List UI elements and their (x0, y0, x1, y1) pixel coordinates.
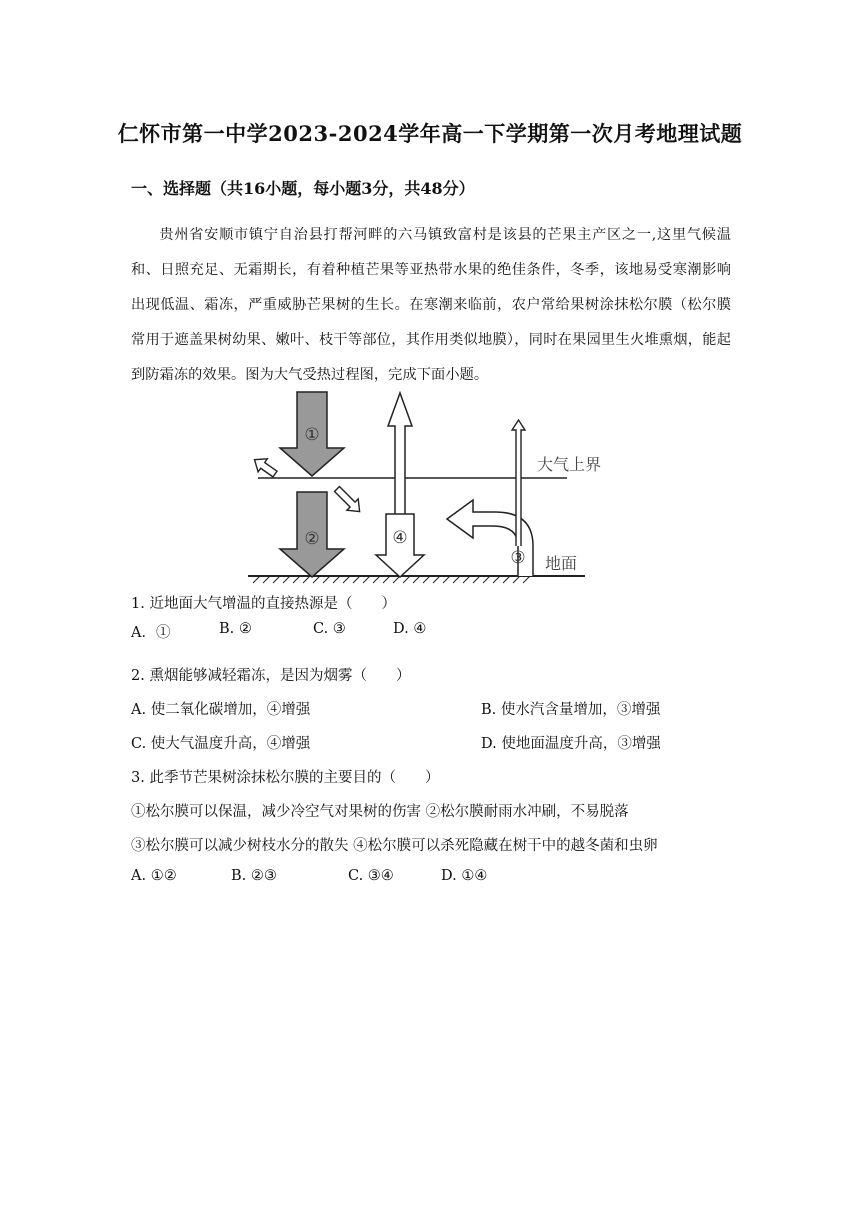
marker-2: ② (304, 529, 320, 549)
q3-option-a[interactable]: A. ①② (131, 868, 177, 884)
passage-text: 贵州省安顺市镇宁自治县打帮河畔的六马镇致富村是该县的芒果主产区之一,这里气候温和、日照充足、无霜期长，有着种植芒果等亚热带水果的绝佳条件，冬季，该地易受寒潮影响出现低温、霜冻，严重威胁芒果树的生长。在寒潮来临前，农户常给果树涂抹松尔膜（松尔膜常用于遮盖果树幼果、嫩叶、枝干等部位，其作用类似地膜），同时在果园里生火堆熏烟，能起到防霜冻的效果。图为大气受热过程图，完成下面小题。 (131, 227, 731, 383)
q3-statements-line-2: ③松尔膜可以减少树枝水分的散失 ④松尔膜可以杀死隐藏在树干中的越冬菌和虫卵 (131, 838, 658, 854)
question-2-stem: 2. 熏烟能够减轻霜冻，是因为烟雾（ ） (131, 668, 411, 684)
question-3-stem: 3. 此季节芒果树涂抹松尔膜的主要目的（ ） (131, 770, 440, 786)
q1-option-d[interactable]: D. ④ (393, 621, 427, 637)
q2-option-a[interactable]: A. 使二氧化碳增加，④增强 (131, 702, 311, 718)
ground-radiation-up-arrow (388, 393, 412, 514)
section-heading: 一、选择题（共16小题，每小题3分，共48分） (131, 179, 475, 198)
label-ground: 地面 (545, 556, 578, 573)
q2-option-c[interactable]: C. 使大气温度升高，④增强 (131, 736, 311, 752)
q2-option-d[interactable]: D. 使地面温度升高，③增强 (481, 736, 661, 752)
q2-option-b[interactable]: B. 使水汽含量增加，③增强 (481, 702, 661, 718)
page-title: 仁怀市第一中学2023-2024学年高一下学期第一次月考地理试题 (117, 121, 743, 146)
q3-statements-line-1: ①松尔膜可以保温，减少冷空气对果树的伤害 ②松尔膜耐雨水冲刷，不易脱落 (131, 804, 629, 820)
label-upper-atmosphere: 大气上界 (537, 457, 602, 474)
marker-4: ④ (392, 528, 408, 548)
q3-option-d[interactable]: D. ①④ (441, 868, 488, 884)
marker-1: ① (304, 425, 320, 445)
question-1-stem: 1. 近地面大气增温的直接热源是（ ） (131, 596, 396, 612)
q1-option-a[interactable]: A．① (131, 625, 171, 641)
scattering-arrow (331, 483, 365, 517)
ground-hatch (253, 576, 530, 583)
q1-option-b[interactable]: B. ② (219, 621, 252, 637)
reflection-arrow (250, 453, 280, 480)
q3-option-c[interactable]: C. ③④ (348, 868, 394, 884)
q1-option-c[interactable]: C. ③ (313, 621, 346, 637)
atmosphere-heating-diagram (245, 386, 615, 586)
marker-3: ③ (510, 548, 526, 568)
q3-option-b[interactable]: B. ②③ (231, 868, 277, 884)
